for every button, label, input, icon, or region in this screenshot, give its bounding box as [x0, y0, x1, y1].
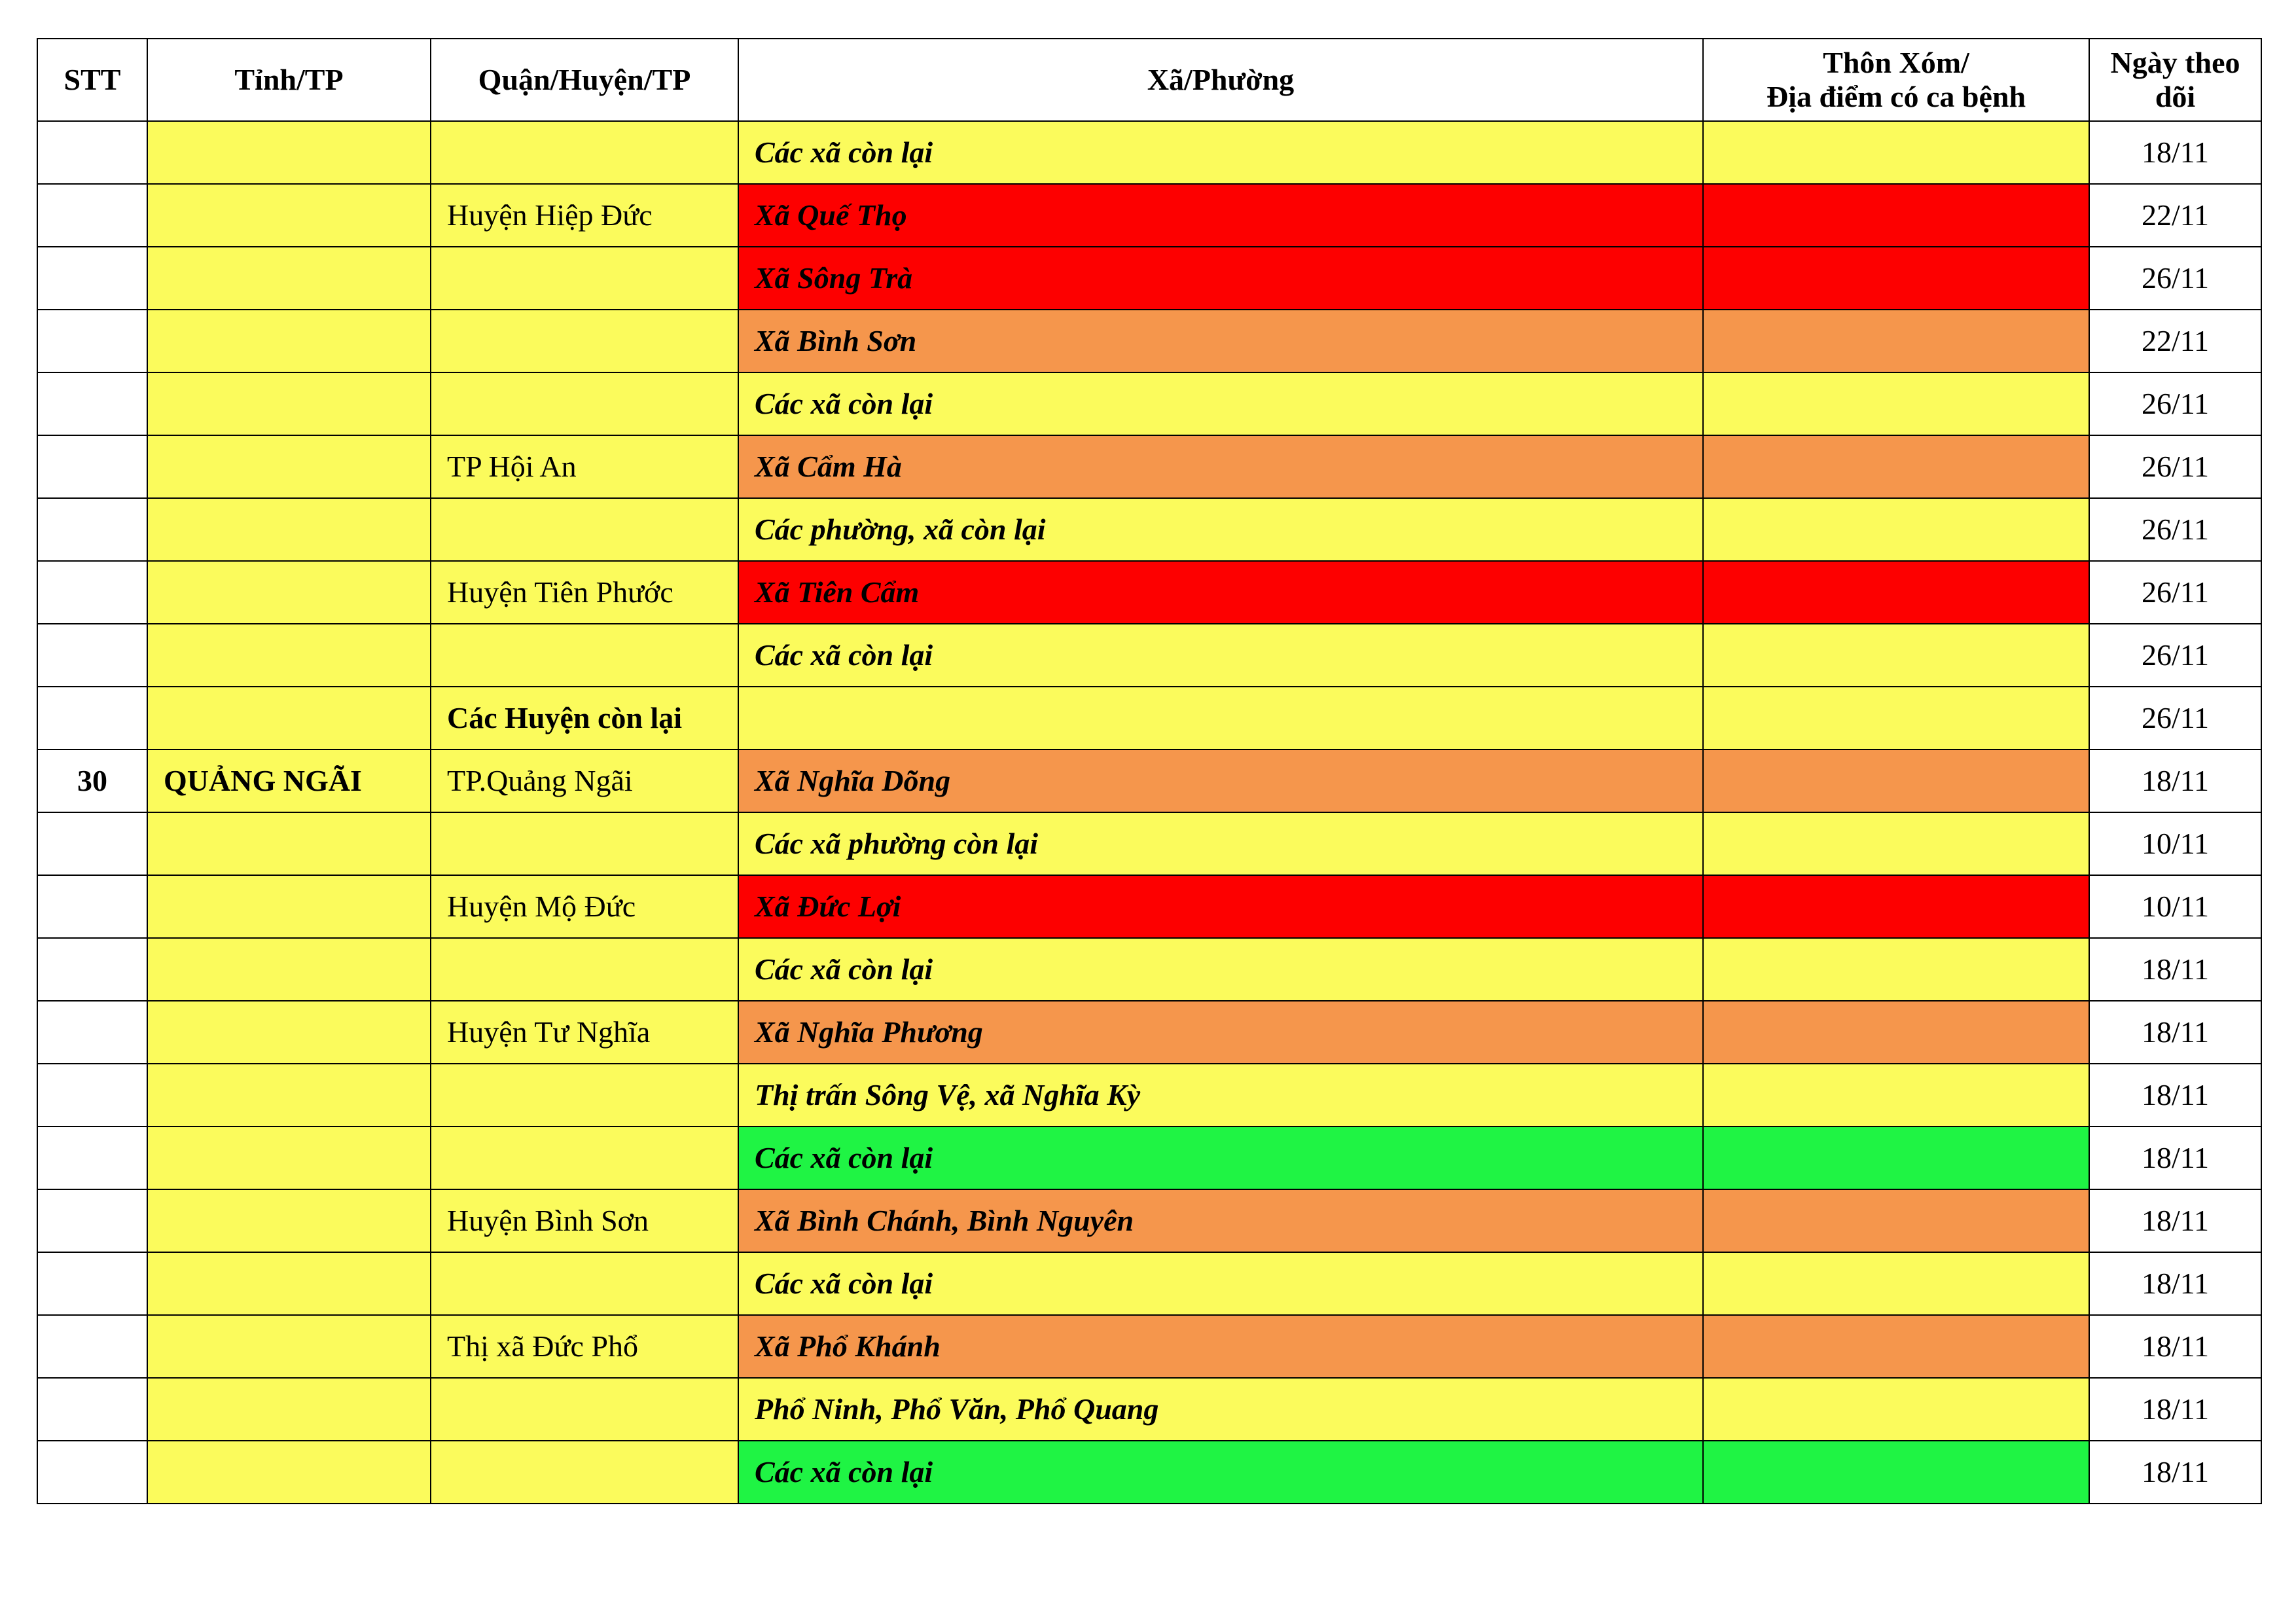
hamlet-cell [1703, 1064, 2089, 1127]
province-cell [147, 561, 431, 624]
date-cell: 26/11 [2089, 624, 2261, 687]
table-row [37, 1315, 2261, 1378]
date-cell: 18/11 [2089, 121, 2261, 184]
province-cell [147, 938, 431, 1001]
ward-cell: Các xã còn lại [738, 624, 1703, 687]
province-cell [147, 498, 431, 561]
date-cell: 18/11 [2089, 1127, 2261, 1189]
date-cell: 18/11 [2089, 1252, 2261, 1315]
province-cell [147, 1252, 431, 1315]
stt-cell [37, 184, 147, 247]
header-date-line2: dõi [2155, 80, 2196, 113]
date-cell: 26/11 [2089, 372, 2261, 435]
date-cell: 18/11 [2089, 1064, 2261, 1127]
ward-cell: Các xã còn lại [738, 1127, 1703, 1189]
province-cell [147, 687, 431, 749]
district-cell [431, 1127, 738, 1189]
province-cell [147, 1315, 431, 1378]
province-cell [147, 1064, 431, 1127]
province-cell [147, 624, 431, 687]
date-cell: 26/11 [2089, 247, 2261, 310]
district-cell: Huyện Mộ Đức [431, 875, 738, 938]
ward-cell: Các xã còn lại [738, 372, 1703, 435]
hamlet-cell [1703, 1378, 2089, 1441]
stt-cell [37, 624, 147, 687]
ward-cell: Xã Quế Thọ [738, 184, 1703, 247]
table-row [37, 435, 2261, 498]
ward-cell: Các xã còn lại [738, 1441, 1703, 1504]
stt-cell [37, 121, 147, 184]
table-row [37, 812, 2261, 875]
district-cell: TP Hội An [431, 435, 738, 498]
date-cell: 26/11 [2089, 435, 2261, 498]
stt-cell [37, 1189, 147, 1252]
province-cell [147, 310, 431, 372]
ward-cell: Các xã phường còn lại [738, 812, 1703, 875]
table-row [37, 624, 2261, 687]
district-cell [431, 498, 738, 561]
date-cell: 18/11 [2089, 749, 2261, 812]
hamlet-cell [1703, 875, 2089, 938]
ward-cell: Xã Bình Chánh, Bình Nguyên [738, 1189, 1703, 1252]
ward-cell: Xã Nghĩa Dõng [738, 749, 1703, 812]
hamlet-cell [1703, 1441, 2089, 1504]
stt-cell [37, 310, 147, 372]
district-cell [431, 1252, 738, 1315]
table-row [37, 1378, 2261, 1441]
stt-cell: 30 [37, 749, 147, 812]
hamlet-cell [1703, 247, 2089, 310]
table-row [37, 561, 2261, 624]
hamlet-cell [1703, 372, 2089, 435]
district-cell [431, 247, 738, 310]
hamlet-cell [1703, 1127, 2089, 1189]
header-hamlet-line1: Thôn Xóm/ [1823, 46, 1969, 79]
hamlet-cell [1703, 435, 2089, 498]
stt-cell [37, 938, 147, 1001]
date-cell: 10/11 [2089, 875, 2261, 938]
table-row [37, 1252, 2261, 1315]
stt-cell [37, 561, 147, 624]
ward-cell: Xã Sông Trà [738, 247, 1703, 310]
table-row [37, 310, 2261, 372]
table-row [37, 875, 2261, 938]
date-cell: 18/11 [2089, 1378, 2261, 1441]
stt-cell [37, 875, 147, 938]
table-row [37, 247, 2261, 310]
province-cell [147, 875, 431, 938]
covid-risk-table [37, 38, 2262, 1504]
hamlet-cell [1703, 184, 2089, 247]
date-cell: 18/11 [2089, 1315, 2261, 1378]
table-row [37, 1441, 2261, 1504]
ward-cell: Xã Nghĩa Phương [738, 1001, 1703, 1064]
district-cell [431, 310, 738, 372]
province-cell [147, 1001, 431, 1064]
ward-cell: Xã Tiên Cẩm [738, 561, 1703, 624]
ward-cell: Xã Phổ Khánh [738, 1315, 1703, 1378]
ward-cell: Các xã còn lại [738, 1252, 1703, 1315]
hamlet-cell [1703, 310, 2089, 372]
stt-cell [37, 435, 147, 498]
stt-cell [37, 1064, 147, 1127]
table-row [37, 1064, 2261, 1127]
table-row [37, 749, 2261, 812]
stt-cell [37, 1441, 147, 1504]
date-cell: 26/11 [2089, 498, 2261, 561]
table-row [37, 372, 2261, 435]
date-cell: 18/11 [2089, 1189, 2261, 1252]
date-cell: 22/11 [2089, 310, 2261, 372]
province-cell [147, 435, 431, 498]
district-cell: Huyện Bình Sơn [431, 1189, 738, 1252]
date-cell: 18/11 [2089, 938, 2261, 1001]
district-cell [431, 121, 738, 184]
hamlet-cell [1703, 561, 2089, 624]
header-stt: STT [37, 39, 147, 121]
date-cell: 18/11 [2089, 1001, 2261, 1064]
district-cell: Huyện Tiên Phước [431, 561, 738, 624]
header-hamlet-line2: Địa điểm có ca bệnh [1766, 80, 2026, 113]
stt-cell [37, 1315, 147, 1378]
ward-cell: Các xã còn lại [738, 121, 1703, 184]
table-row [37, 687, 2261, 749]
table-row [37, 184, 2261, 247]
header-province: Tỉnh/TP [147, 39, 431, 121]
ward-cell: Phổ Ninh, Phổ Văn, Phổ Quang [738, 1378, 1703, 1441]
district-cell [431, 624, 738, 687]
district-cell: Huyện Tư Nghĩa [431, 1001, 738, 1064]
province-cell [147, 184, 431, 247]
hamlet-cell [1703, 1315, 2089, 1378]
hamlet-cell [1703, 498, 2089, 561]
header-ward: Xã/Phường [738, 39, 1703, 121]
district-cell [431, 812, 738, 875]
header-district: Quận/Huyện/TP [431, 39, 738, 121]
province-cell [147, 1441, 431, 1504]
stt-cell [37, 372, 147, 435]
header-row [37, 39, 2261, 121]
table-row [37, 498, 2261, 561]
ward-cell: Thị trấn Sông Vệ, xã Nghĩa Kỳ [738, 1064, 1703, 1127]
stt-cell [37, 498, 147, 561]
ward-cell: Các xã còn lại [738, 938, 1703, 1001]
province-cell [147, 372, 431, 435]
stt-cell [37, 687, 147, 749]
stt-cell [37, 247, 147, 310]
table-row [37, 121, 2261, 184]
ward-cell: Các phường, xã còn lại [738, 498, 1703, 561]
ward-cell: Xã Bình Sơn [738, 310, 1703, 372]
district-cell: Thị xã Đức Phổ [431, 1315, 738, 1378]
province-cell [147, 1189, 431, 1252]
hamlet-cell [1703, 749, 2089, 812]
ward-cell: Xã Cẩm Hà [738, 435, 1703, 498]
district-cell [431, 1064, 738, 1127]
header-hamlet [1703, 39, 2089, 121]
province-cell [147, 247, 431, 310]
hamlet-cell [1703, 624, 2089, 687]
date-cell: 22/11 [2089, 184, 2261, 247]
date-cell: 26/11 [2089, 687, 2261, 749]
stt-cell [37, 1252, 147, 1315]
table-row [37, 1127, 2261, 1189]
ward-cell: Xã Đức Lợi [738, 875, 1703, 938]
stt-cell [37, 1001, 147, 1064]
date-cell: 18/11 [2089, 1441, 2261, 1504]
district-cell [431, 372, 738, 435]
province-cell [147, 121, 431, 184]
hamlet-cell [1703, 1001, 2089, 1064]
stt-cell [37, 812, 147, 875]
district-cell: TP.Quảng Ngãi [431, 749, 738, 812]
hamlet-cell [1703, 1189, 2089, 1252]
stt-cell [37, 1378, 147, 1441]
hamlet-cell [1703, 1252, 2089, 1315]
district-cell [431, 1441, 738, 1504]
date-cell: 10/11 [2089, 812, 2261, 875]
province-cell [147, 812, 431, 875]
province-cell [147, 1127, 431, 1189]
stt-cell [37, 1127, 147, 1189]
header-date [2089, 39, 2261, 121]
district-cell [431, 938, 738, 1001]
district-cell: Huyện Hiệp Đức [431, 184, 738, 247]
table-header [37, 39, 2261, 121]
table-row [37, 938, 2261, 1001]
table-row [37, 1189, 2261, 1252]
date-cell: 26/11 [2089, 561, 2261, 624]
district-cell [431, 1378, 738, 1441]
hamlet-cell [1703, 121, 2089, 184]
ward-cell [738, 687, 1703, 749]
province-cell: QUẢNG NGÃI [147, 749, 431, 812]
header-date-line1: Ngày theo [2110, 46, 2240, 79]
district-cell: Các Huyện còn lại [431, 687, 738, 749]
hamlet-cell [1703, 812, 2089, 875]
table-row [37, 1001, 2261, 1064]
hamlet-cell [1703, 687, 2089, 749]
province-cell [147, 1378, 431, 1441]
table-body [37, 121, 2261, 1504]
hamlet-cell [1703, 938, 2089, 1001]
